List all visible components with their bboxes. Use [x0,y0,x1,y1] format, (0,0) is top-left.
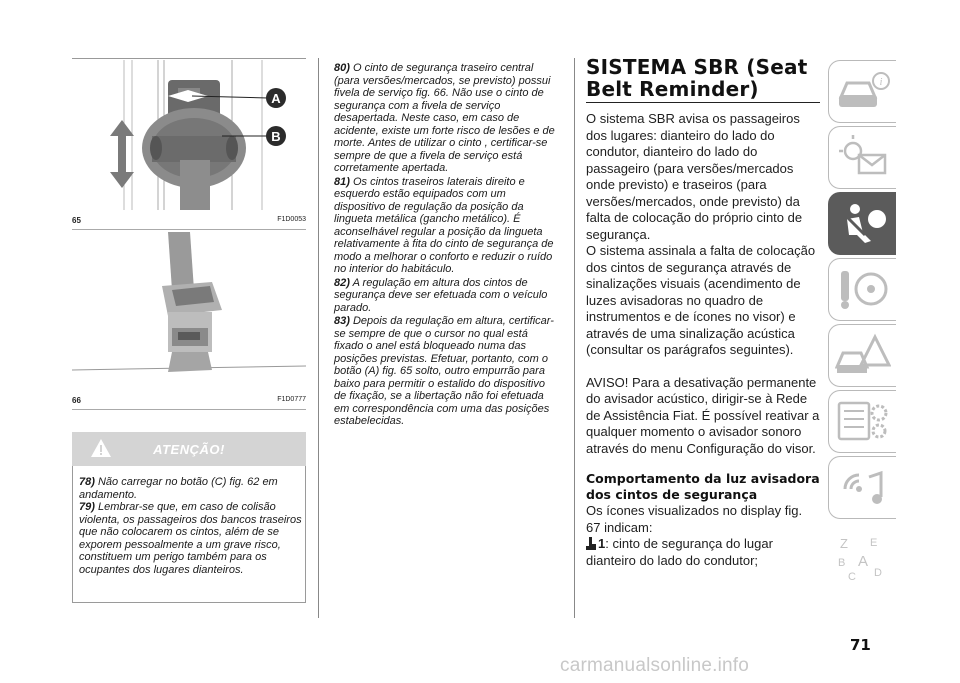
note-number: 81) [334,175,350,188]
subheading: Comportamento da luz avisadora dos cintos de segurança [586,471,820,502]
note-number: 79) [79,501,95,513]
list-item-text: : cinto de segurança do lugar dianteiro do lado do condutor; [586,536,773,568]
multimedia-icon [835,463,891,513]
note-number: 82) [334,276,350,289]
tab-multimedia[interactable] [828,456,896,519]
warning-box [72,466,306,603]
figure-65 [72,60,306,210]
notice-paragraph: AVISO! Para a desativação permanente do avisador acústico, dirigir-se à Rede de Assistência Fiat. É possível reativar a qualquer momento o avisador sonoro através do menu Configuração do visor. [586,374,820,456]
title-rule [586,102,820,103]
warning-note [79,501,303,576]
figure-number: 65 [72,216,81,225]
note-text: Lembrar-se que, em caso de colisão violenta, os passageiros dos bancos traseiros que não colocarem os cintos, além de se exporem pessoalmente a um grave risco, constituem um perigo também para os ocupantes dos lugares dianteiros. [79,501,302,576]
notes-column [334,62,556,429]
warning-note [79,476,303,501]
tab-starting-driving[interactable] [828,258,896,321]
note-83 [334,315,556,428]
list-item-number: 1 [598,536,606,551]
page-number: 71 [850,636,871,654]
index-az-icon [834,532,890,582]
section-title: SISTEMA SBR (Seat Belt Reminder) [586,55,808,101]
note-text: Os cintos traseiros laterais direito e esquerdo estão equipados com um dispositivo de regulação da posição da lingueta metálica (gancho metálico). É aconselhável regular a posição da lingueta relativamente à fita do cinto de segurança de modo a melhorar o conforto e reduzir o ruído no interior do habitáculo. [334,175,554,275]
warning-triangle-icon [90,438,112,458]
note-text: Depois da regulação em altura, certificar-se sempre de que o cursor no qual está fixado o anel está bloqueado numa das posições previstas. Efetuar, portanto, com o botão (A) fig. 65 solto, outro empurrão para baixo para permitir o estalido do dispositivo de fixação, se a libertação não foi efetuada em correspondência com uma das posições estabelecidas. [334,315,554,427]
note-82 [334,277,556,315]
warning-lights-icon [835,133,891,183]
callout-a: A [271,91,281,106]
figure-divider [72,229,306,230]
tab-index[interactable] [828,526,896,589]
figure-66 [72,232,306,390]
tab-safety[interactable] [828,192,896,255]
warning-header [72,432,306,466]
svg-text:E: E [870,537,878,549]
figure-number: 66 [72,396,81,405]
seatbelt-airbag-icon [835,199,891,249]
note-number: 78) [79,476,95,488]
service-buckle-illustration [72,232,306,390]
car-info-icon [835,67,891,117]
note-text: A regulação em altura dos cintos de segurança deve ser efetuada com o veículo parado. [334,276,548,314]
tab-emergency[interactable] [828,324,896,387]
note-number: 80) [334,62,350,74]
svg-text:D: D [874,567,882,579]
watermark: carmanualsonline.info [560,655,750,676]
column-divider [318,58,319,618]
figure-code: F1D0053 [277,216,306,223]
svg-text:i: i [879,77,883,88]
seat-icon [586,537,596,550]
figure-divider [72,409,306,410]
tab-vehicle-info[interactable] [828,60,896,123]
column-divider [574,58,575,618]
paragraph: O sistema assinala a falta de colocação dos cintos de segurança através de sinalizações visuais (acendimento de luzes avisadoras no quadro de instrumentos e de ícones no visor) e através de uma sinalização acústica (consultar os parágrafos seguintes). [586,243,816,357]
tab-dashboard[interactable] [828,126,896,189]
note-81 [334,176,556,276]
maintenance-icon [835,397,891,447]
paragraph: O sistema SBR avisa os passageiros dos lugares: dianteiro do lado do condutor, dianteiro do lado do passageiro (para versões/mercados onde previsto) e traseiros (para versões/mercados, onde previsto) da falta de colocação do próprio cinto de segurança. [586,111,803,242]
svg-text:C: C [848,571,856,582]
paragraph: Os ícones visualizados no display fig. 67 indicam: [586,503,803,535]
seatbelt-height-adjuster-illustration [72,60,306,210]
tab-maintenance[interactable] [828,390,896,453]
svg-text:Z: Z [840,536,848,551]
figure-code: F1D0777 [277,396,306,403]
key-steering-icon [835,265,891,315]
warning-title: ATENÇÃO! [153,441,225,457]
figure-65-caption [72,216,306,225]
sbr-section [586,56,820,569]
svg-text:B: B [838,557,846,569]
emergency-icon [835,331,891,381]
note-number: 83) [334,315,350,327]
figure-66-caption [72,396,306,405]
top-rule [72,58,306,59]
note-80 [334,62,556,175]
callout-b: B [271,129,281,144]
note-text: Não carregar no botão (C) fig. 62 em andamento. [79,476,278,501]
list-item [586,536,820,569]
note-text: O cinto de segurança traseiro central (para versões/mercados, se previsto) possui fivela de serviço fig. 66. Não use o cinto de segurança com a fivela de serviço desapertada. Neste caso, em caso de acidente, existe um forte risco de lesões e de morte. Antes de utilizar o cinto , certificar-se sempre de que a fivela de serviço está corretamente apertada. [334,62,555,174]
svg-text:A: A [858,553,869,570]
